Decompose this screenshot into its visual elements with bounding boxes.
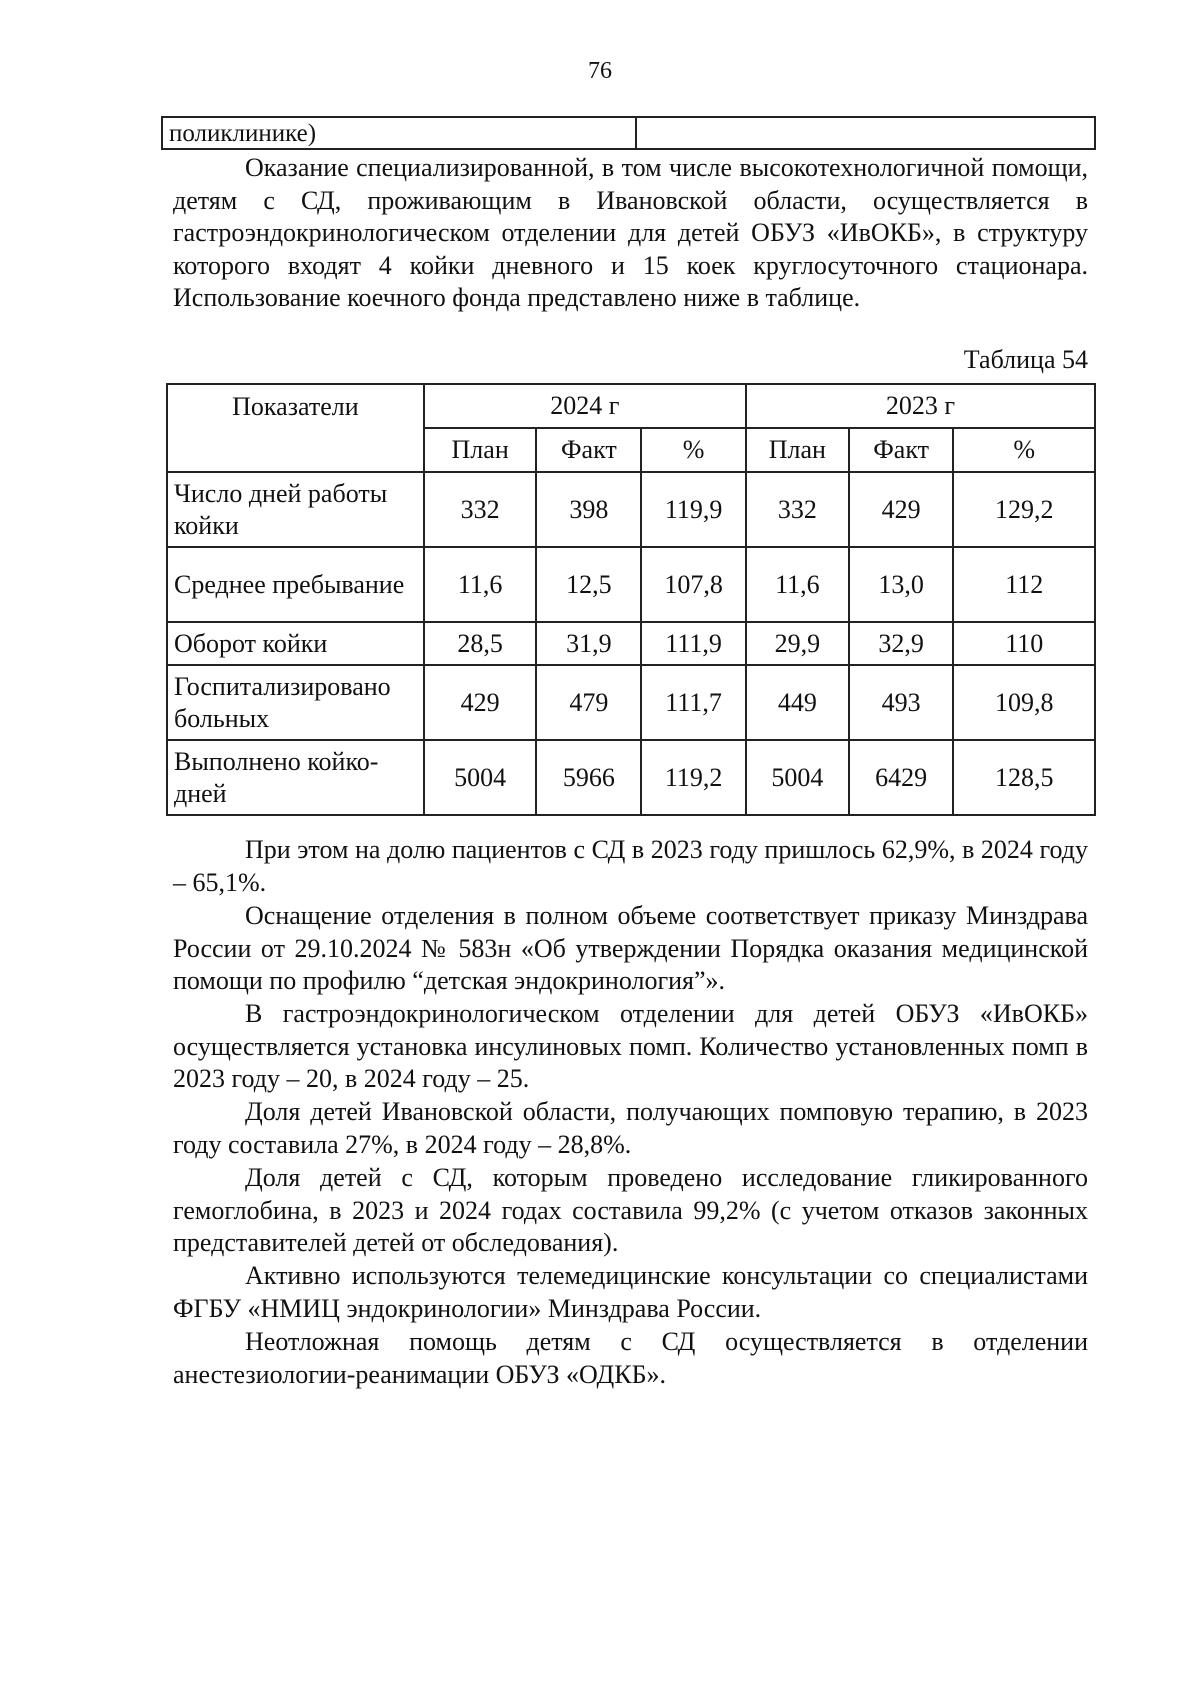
table-cell: 429 — [424, 665, 537, 740]
table-caption: Таблица 54 — [963, 345, 1088, 374]
subheader-fact-2023: Факт — [849, 428, 954, 472]
paragraph: При этом на долю пациентов с СД в 2023 году пришлось 62,9%, в 2024 году – 65,1%. — [173, 835, 1088, 897]
header-year-2024: 2024 г — [424, 384, 746, 428]
table-header-row — [167, 384, 1095, 428]
table-cell: поликлинике) — [162, 117, 636, 149]
paragraph: Активно используются телемедицинские консультации со специалистами ФГБУ «НМИЦ эндокринологии» Минздрава России. — [173, 1261, 1088, 1323]
subheader-percent-2024: % — [641, 428, 746, 472]
table-cell: 13,0 — [849, 547, 954, 622]
table-cell: 111,9 — [641, 622, 746, 665]
table-cell: 11,6 — [424, 547, 537, 622]
paragraph: Неотложная помощь детям с СД осуществляется в отделении анестезиологии-реанимации ОБУЗ «ОДКБ». — [173, 1327, 1088, 1389]
table-cell: 449 — [746, 665, 849, 740]
subheader-percent-2023: % — [953, 428, 1095, 472]
header-indicator: Показатели — [167, 384, 424, 472]
table-cell: 129,2 — [953, 472, 1095, 547]
paragraph: Доля детей с СД, которым проведено исследование гликированного гемоглобина, в 2023 и 2024 годах составила 99,2% (с учетом отказов законных представителей детей от обследования). — [173, 1163, 1088, 1258]
table-row — [167, 622, 1095, 665]
table-cell: 119,9 — [641, 472, 746, 547]
table-cell: 28,5 — [424, 622, 537, 665]
subheader-plan-2024: План — [424, 428, 537, 472]
table-cell: 111,7 — [641, 665, 746, 740]
table-cell: 479 — [536, 665, 641, 740]
table-row — [167, 472, 1095, 547]
subheader-plan-2023: План — [746, 428, 849, 472]
table-cell: 398 — [536, 472, 641, 547]
table-cell: 11,6 — [746, 547, 849, 622]
paragraph: Оказание специализированной, в том числе высокотехнологичной помощи, детям с СД, проживающим в Ивановской области, осуществляется в гастроэндокринологическом отделении для детей ОБУЗ «ИвОКБ», в структуру которого входят 4 койки дневного и 15 коек круглосуточного стационара. Использование коечного фонда представлено ниже в таблице. — [173, 153, 1088, 313]
table-cell: 112 — [953, 547, 1095, 622]
table-cell: 107,8 — [641, 547, 746, 622]
row-label: Выполнено койко-дней — [167, 740, 424, 815]
table-cell: 109,8 — [953, 665, 1095, 740]
table-cell: 493 — [849, 665, 954, 740]
paragraph: Доля детей Ивановской области, получающих помповую терапию, в 2023 году составила 27%, в 2024 году – 28,8%. — [173, 1097, 1088, 1159]
paragraph: В гастроэндокринологическом отделении для детей ОБУЗ «ИвОКБ» осуществляется установка инсулиновых помп. Количество установленных помп в 2023 году – 20, в 2024 году – 25. — [173, 999, 1088, 1094]
table-cell — [636, 117, 1095, 149]
table-cell: 429 — [849, 472, 954, 547]
table-cell: 128,5 — [953, 740, 1095, 815]
paragraph: Оснащение отделения в полном объеме соответствует приказу Минздрава России от 29.10.2024 № 583н «Об утверждении Порядка оказания медицинской помощи по профилю “детская эндокринология”». — [173, 901, 1088, 996]
table-cell: 332 — [746, 472, 849, 547]
table-cell: 332 — [424, 472, 537, 547]
table-cell: 32,9 — [849, 622, 954, 665]
table-cell: 6429 — [849, 740, 954, 815]
subheader-fact-2024: Факт — [536, 428, 641, 472]
row-label: Госпитализировано больных — [167, 665, 424, 740]
table-cell: 5966 — [536, 740, 641, 815]
row-label: Среднее пребывание — [167, 547, 424, 622]
continued-table-fragment — [161, 116, 1096, 150]
bed-fund-table — [166, 383, 1096, 816]
table-cell: 5004 — [424, 740, 537, 815]
table-cell: 119,2 — [641, 740, 746, 815]
table-row — [162, 117, 1095, 149]
page-number: 76 — [588, 58, 612, 84]
header-year-2023: 2023 г — [746, 384, 1095, 428]
table-cell: 110 — [953, 622, 1095, 665]
row-label: Оборот койки — [167, 622, 424, 665]
row-label: Число дней работы койки — [167, 472, 424, 547]
table-cell: 12,5 — [536, 547, 641, 622]
table-cell: 29,9 — [746, 622, 849, 665]
table-row — [167, 740, 1095, 815]
table-row — [167, 547, 1095, 622]
table-cell: 5004 — [746, 740, 849, 815]
table-cell: 31,9 — [536, 622, 641, 665]
table-row — [167, 665, 1095, 740]
